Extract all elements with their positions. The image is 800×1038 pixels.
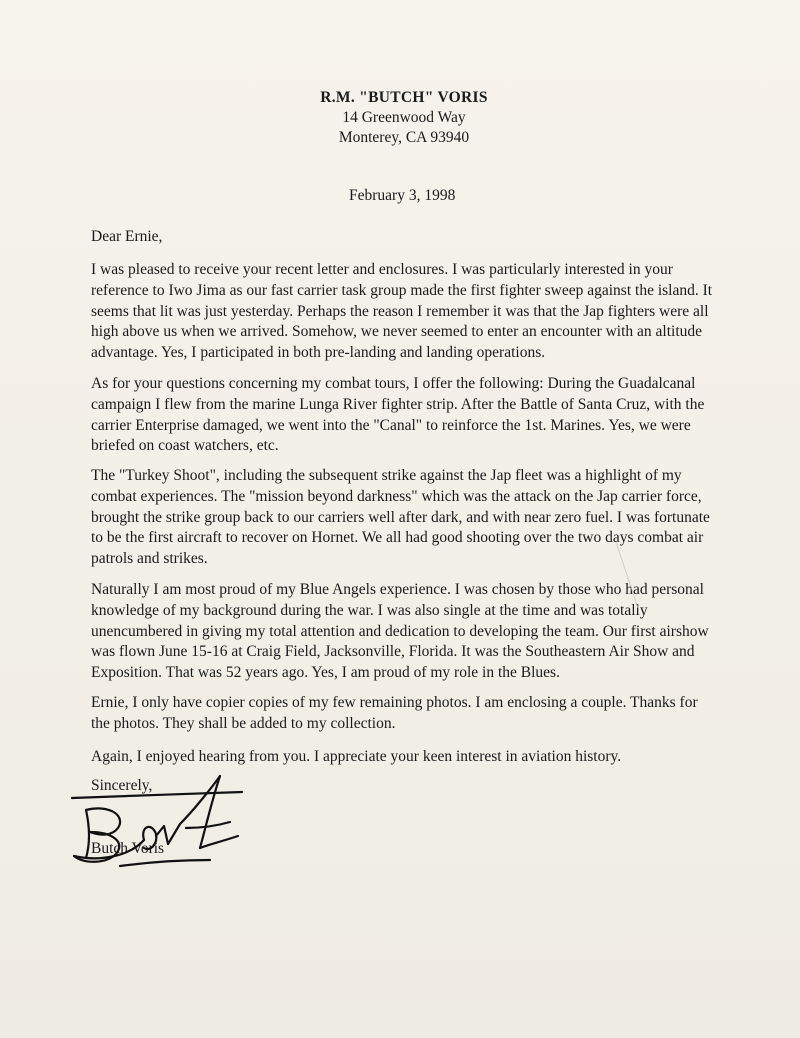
letterhead xyxy=(0,88,800,148)
sender-city: Monterey, CA 93940 xyxy=(338,129,470,146)
paragraph-photos: Ernie, I only have copier copies of my few remaining photos. I am enclosing a couple. Thanks for the photos. They shall be added to my collection. xyxy=(91,694,698,732)
paragraph-closing-remark: Again, I enjoyed hearing from you. I appreciate your keen interest in aviation history. xyxy=(91,748,622,765)
salutation: Dear Ernie, xyxy=(91,228,163,245)
paragraph-blue-angels: Naturally I am most proud of my Blue Angels experience. I was chosen by those who had personal knowledge of my background during the war. I was also single at the time and was totally unencumbered in giving my total attention and dedication to developing the team. Our first airshow was flown June 15-16 at Craig Field, Jacksonville, Florida. It was the Southeastern Air Show and Exposition. That was 52 years ago. Yes, I am proud of my role in the Blues. xyxy=(91,581,709,682)
sender-name: R.M. "BUTCH" VORIS xyxy=(320,89,488,106)
letter-date: February 3, 1998 xyxy=(349,187,456,204)
paragraph-combat-tours: As for your questions concerning my combat tours, I offer the following: During the Guadalcanal campaign I flew from the marine Lunga River fighter strip. After the Battle of Santa Cruz, with the carrier Enterprise damaged, we went into the "Canal" to reinforce the 1st. Marines. Yes, we were briefed on coast watchers, etc. xyxy=(91,375,705,455)
stray-pen-mark xyxy=(612,540,642,610)
closing: Sincerely, xyxy=(91,777,153,794)
signer-name: Butch Voris xyxy=(91,840,165,857)
handwritten-signature xyxy=(60,770,260,880)
paragraph-iwo-jima: I was pleased to receive your recent letter and enclosures. I was particularly interested in your reference to Iwo Jima as our fast carrier task group made the first fighter sweep against the island. It seems that lit was just yesterday. Perhaps the reason I remember it was that the Jap fighters were all high above us when we arrived. Somehow, we never seemed to enter an encounter with an altitude advantage. Yes, I participated in both pre-landing and landing operations. xyxy=(91,261,713,362)
sender-street: 14 Greenwood Way xyxy=(342,109,466,126)
paragraph-turkey-shoot: The "Turkey Shoot", including the subsequent strike against the Jap fleet was a highlight of my combat experiences. The "mission beyond darkness" which was the attack on the Jap carrier force, brought the strike group back to our carriers well after dark, and with near zero fuel. I was fortunate to be the first aircraft to recover on Hornet. We all had good shooting over the two days combat air patrols and strikes. xyxy=(91,467,710,568)
